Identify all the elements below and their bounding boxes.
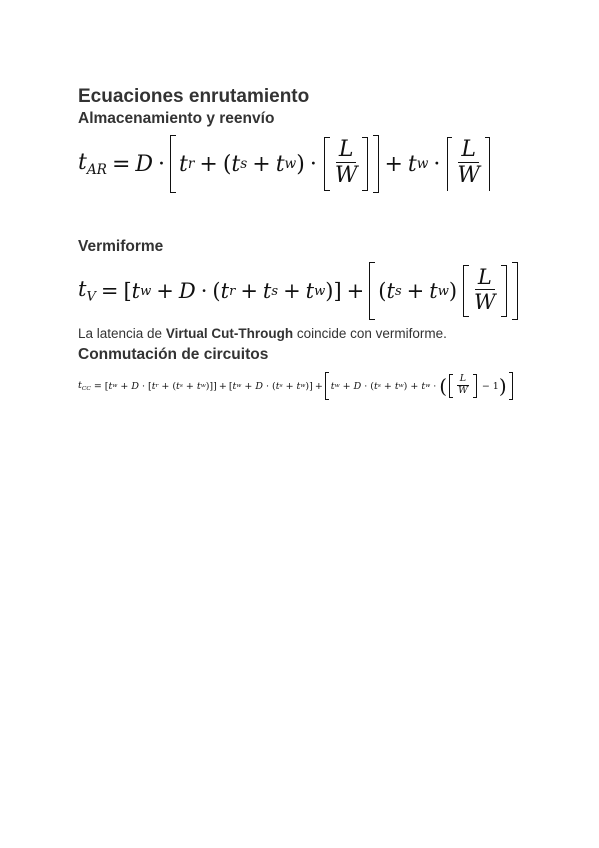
paragraph-text-before: La latencia de [78, 326, 166, 341]
section-heading-wormhole: Vermiforme [78, 238, 164, 255]
equation-wormhole: $t_V$ = [ t w + D · ( t r + t s + t w )] + ( t s + t w ) $\frac{L}{W}$ [78, 260, 518, 322]
paragraph-text-after: coincide con vermiforme. [293, 326, 447, 341]
paragraph-bold-term: Virtual Cut-Through [165, 326, 294, 341]
page-title: Ecuaciones enrutamiento [78, 86, 310, 107]
equation-store-and-forward: $t_{AR}$ = D · t r + ( t s + t w ) · $\frac{L}{W}$ + t w · $\frac{L}{W}$ [78, 132, 492, 196]
equation-v-lhs: $t_V$ [78, 277, 96, 305]
section-heading-circuit-switching: Conmutación de circuitos [78, 346, 269, 363]
equation-circuit-switching: $t_{CC}$ = [ t w + D · [ t r + ( t s + t w )]] + [ t w + D · ( t s + t w )] + t w + D · ( t s + t w ) + t w · ( $\frac{L}{W}$ − 1 ) [78, 370, 513, 402]
equation-ar-lhs: $t_{AR}$ [78, 150, 107, 178]
paragraph-virtual-cut-through [78, 326, 447, 341]
section-heading-store-forward: Almacenamiento y reenvío [78, 110, 275, 127]
equation-cc-lhs: $t_{CC}$ [78, 379, 91, 393]
